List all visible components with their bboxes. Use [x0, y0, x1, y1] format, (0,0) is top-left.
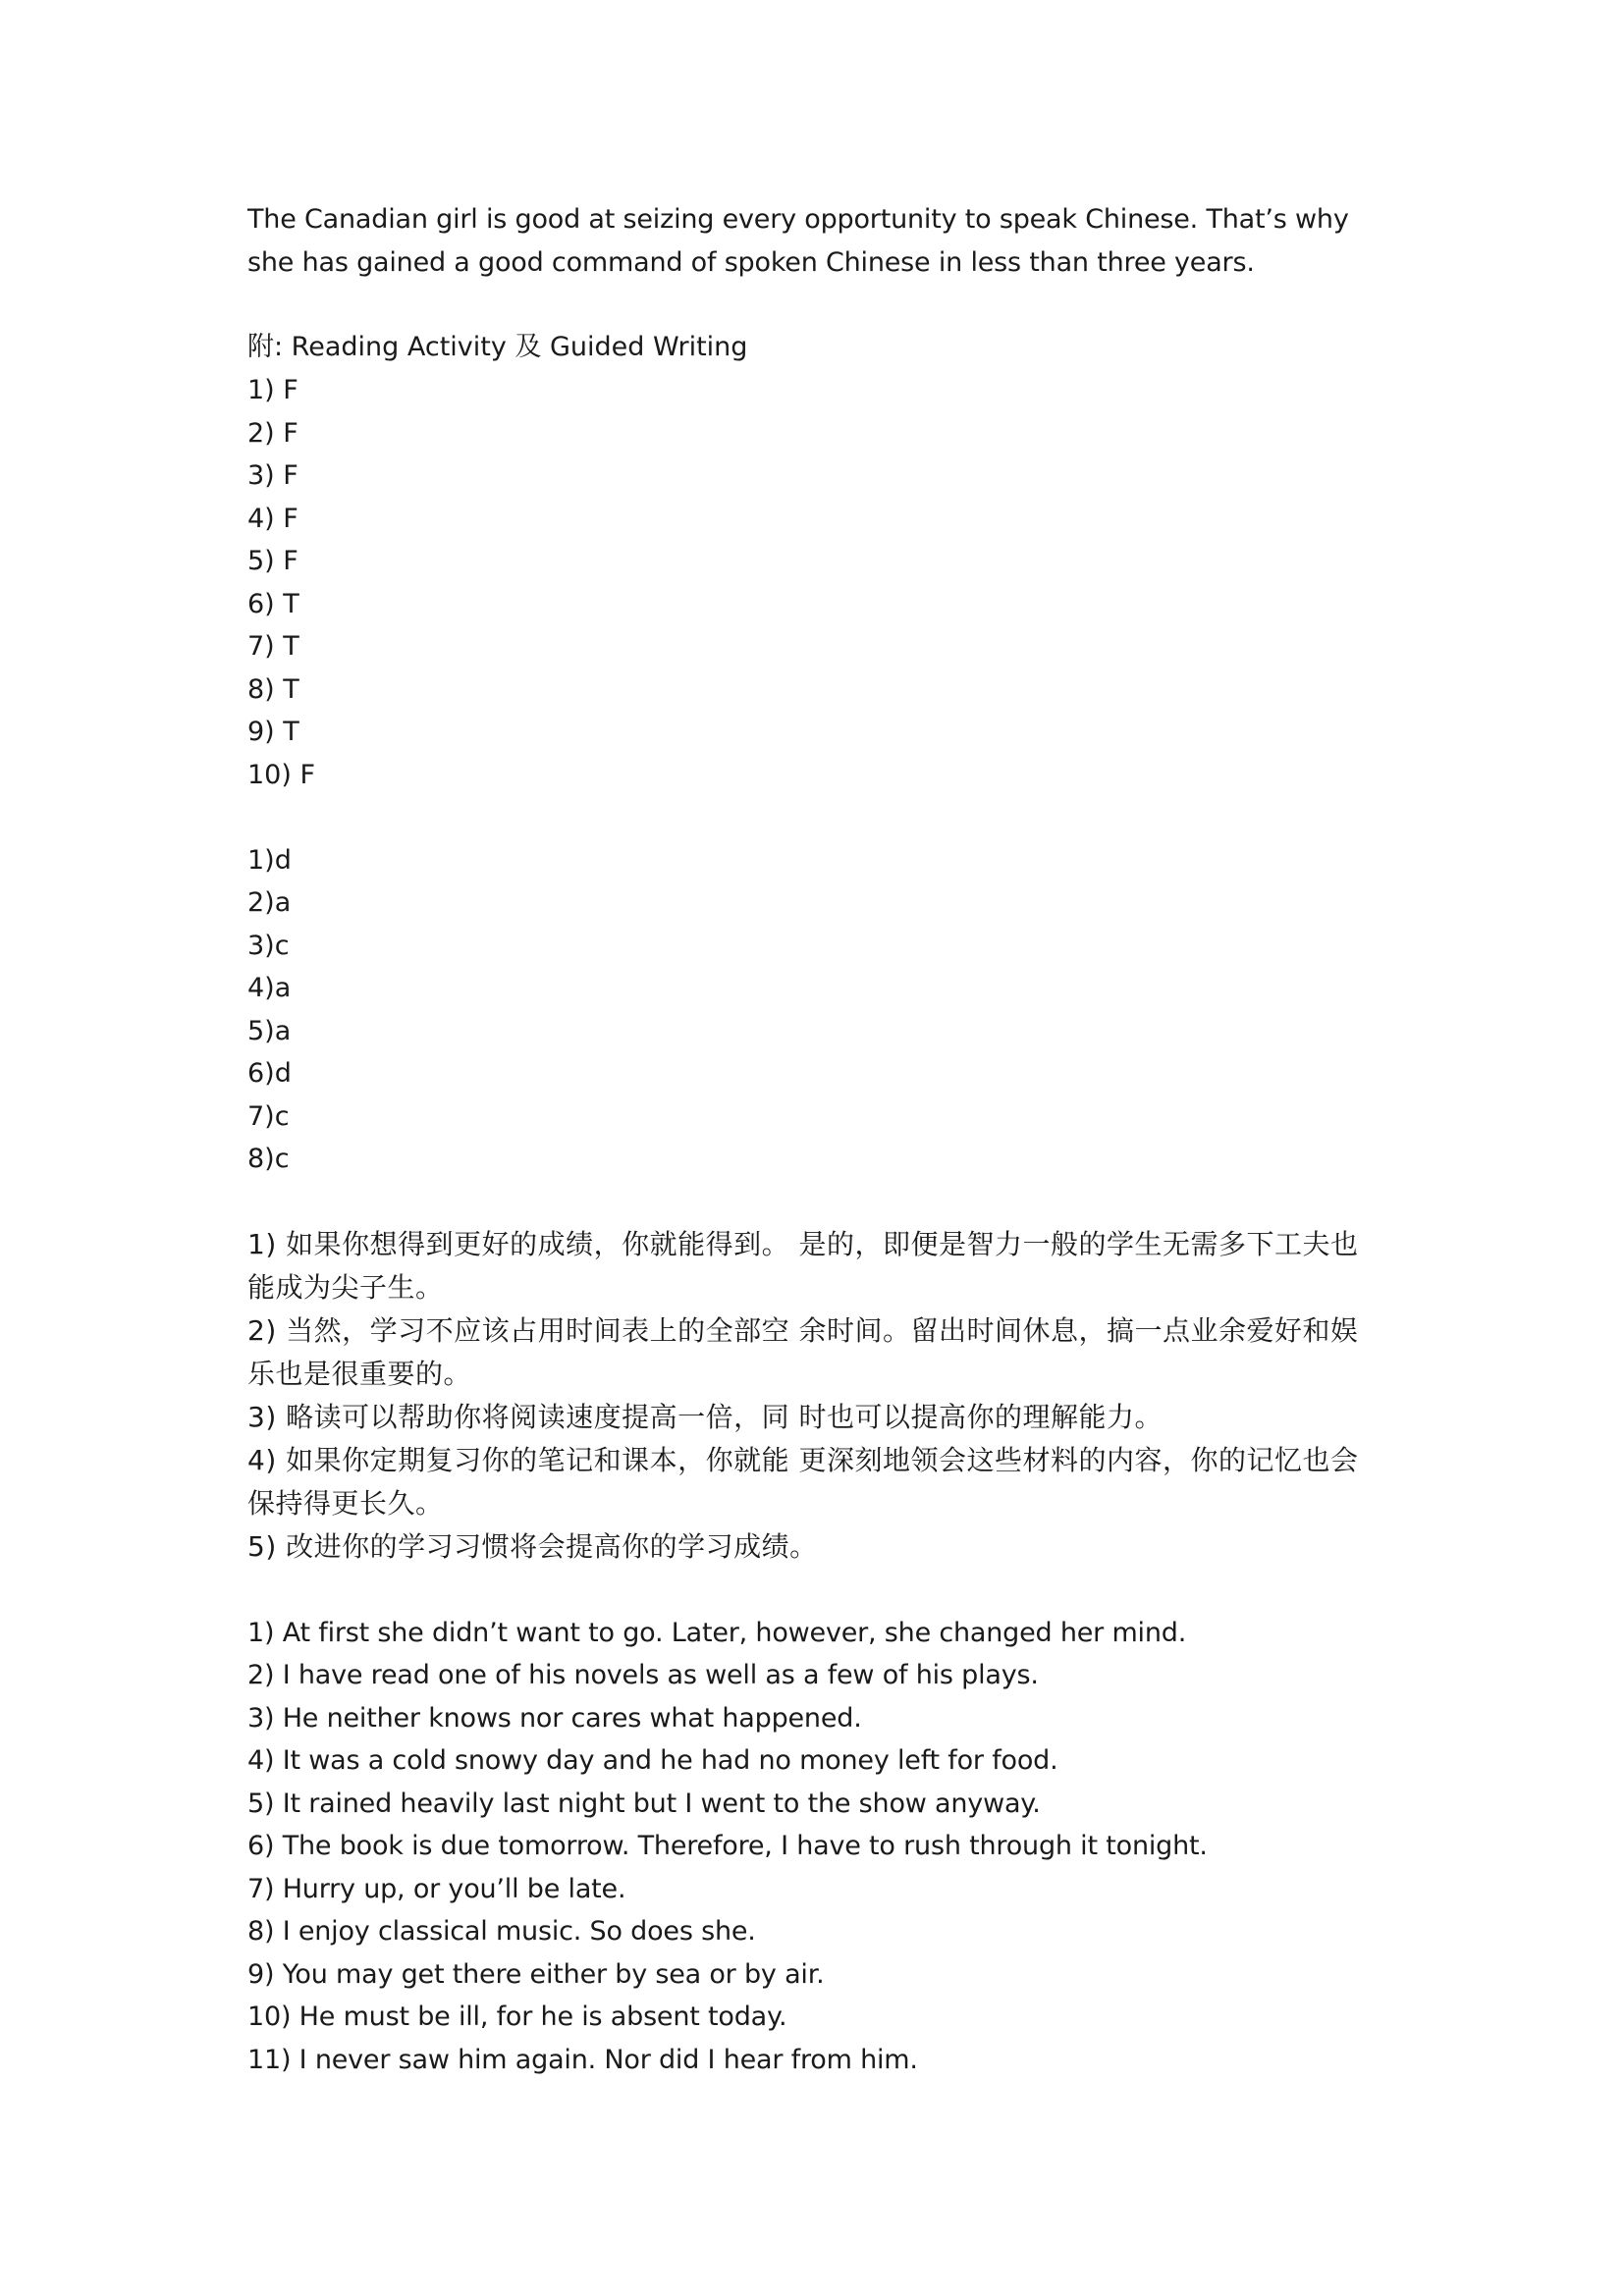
document-page — [247, 198, 1386, 2081]
translation-list — [247, 1223, 1386, 1569]
tf-answer-item: 7) T — [247, 631, 299, 662]
true-false-answer-list — [247, 369, 1386, 796]
mc-answer-item: 2)a — [247, 887, 292, 918]
section-gap — [247, 1569, 1386, 1612]
mc-answer-item: 8)c — [247, 1144, 290, 1174]
mc-answer-item: 3)c — [247, 930, 290, 961]
sentence-item: 8) I enjoy classical music. So does she. — [247, 1916, 756, 1947]
sentence-item: 7) Hurry up, or you’ll be late. — [247, 1873, 626, 1904]
tf-answer-item: 9) T — [247, 717, 299, 747]
sentence-item: 3) He neither knows nor cares what happened. — [247, 1702, 862, 1734]
appendix-heading: 附: Reading Activity 及 Guided Writing — [247, 332, 748, 362]
translation-item: 3) 略读可以帮助你将阅读速度提高一倍，同 时也可以提高你的理解能力。 — [247, 1401, 1164, 1433]
sentence-item: 10) He must be ill, for he is absent today. — [247, 2002, 787, 2032]
tf-answer-item: 6) T — [247, 588, 299, 619]
sentence-item: 6) The book is due tomorrow. Therefore, I have to rush through it tonight. — [247, 1831, 1208, 1861]
translation-item: 2) 当然，学习不应该占用时间表上的全部空 余时间。留出时间休息，搞一点业余爱好和娱乐也是很重要的。 — [247, 1314, 1359, 1390]
tf-answer-item: 5) F — [247, 546, 298, 576]
mc-answer-item: 6)d — [247, 1058, 292, 1089]
sentence-item: 9) You may get there either by sea or by air. — [247, 1958, 825, 1990]
tf-answer-item: 1) F — [247, 375, 298, 405]
section-gap — [247, 1181, 1386, 1224]
tf-answer-item: 2) F — [247, 417, 298, 449]
sentence-item: 1) At first she didn’t want to go. Later, however, she changed her mind. — [247, 1617, 1187, 1648]
tf-answer-item: 8) T — [247, 673, 299, 705]
mc-answer-item: 5)a — [247, 1015, 292, 1046]
sentence-item: 5) It rained heavily last night but I went to the show anyway. — [247, 1788, 1041, 1819]
tf-answer-item: 10) F — [247, 759, 316, 790]
sentence-item: 2) I have read one of his novels as well as a few of his plays. — [247, 1660, 1039, 1690]
tf-answer-item: 4) F — [247, 503, 298, 534]
sentence-item: 11) I never saw him again. Nor did I hear from him. — [247, 2044, 918, 2075]
mc-answer-item: 4)a — [247, 973, 292, 1003]
section-gap — [247, 796, 1386, 839]
sentence-item: 4) It was a cold snowy day and he had no money left for food. — [247, 1745, 1058, 1776]
intro-paragraph: The Canadian girl is good at seizing every opportunity to speak Chinese. That’s why she has gained a good command of spoken Chinese in less than three years. — [247, 204, 1349, 278]
multiple-choice-answer-list — [247, 839, 1386, 1181]
translation-item: 4) 如果你定期复习你的笔记和课本，你就能 更深刻地领会这些材料的内容，你的记忆也会保持得更长久。 — [247, 1444, 1359, 1520]
tf-answer-item: 3) F — [247, 460, 298, 491]
sentence-combining-list — [247, 1612, 1386, 2082]
mc-answer-item: 7)c — [247, 1100, 290, 1132]
mc-answer-item: 1)d — [247, 844, 292, 876]
translation-item: 1) 如果你想得到更好的成绩，你就能得到。 是的，即便是智力一般的学生无需多下工夫也能成为尖子生。 — [247, 1228, 1359, 1304]
translation-item: 5) 改进你的学习习惯将会提高你的学习成绩。 — [247, 1530, 818, 1563]
